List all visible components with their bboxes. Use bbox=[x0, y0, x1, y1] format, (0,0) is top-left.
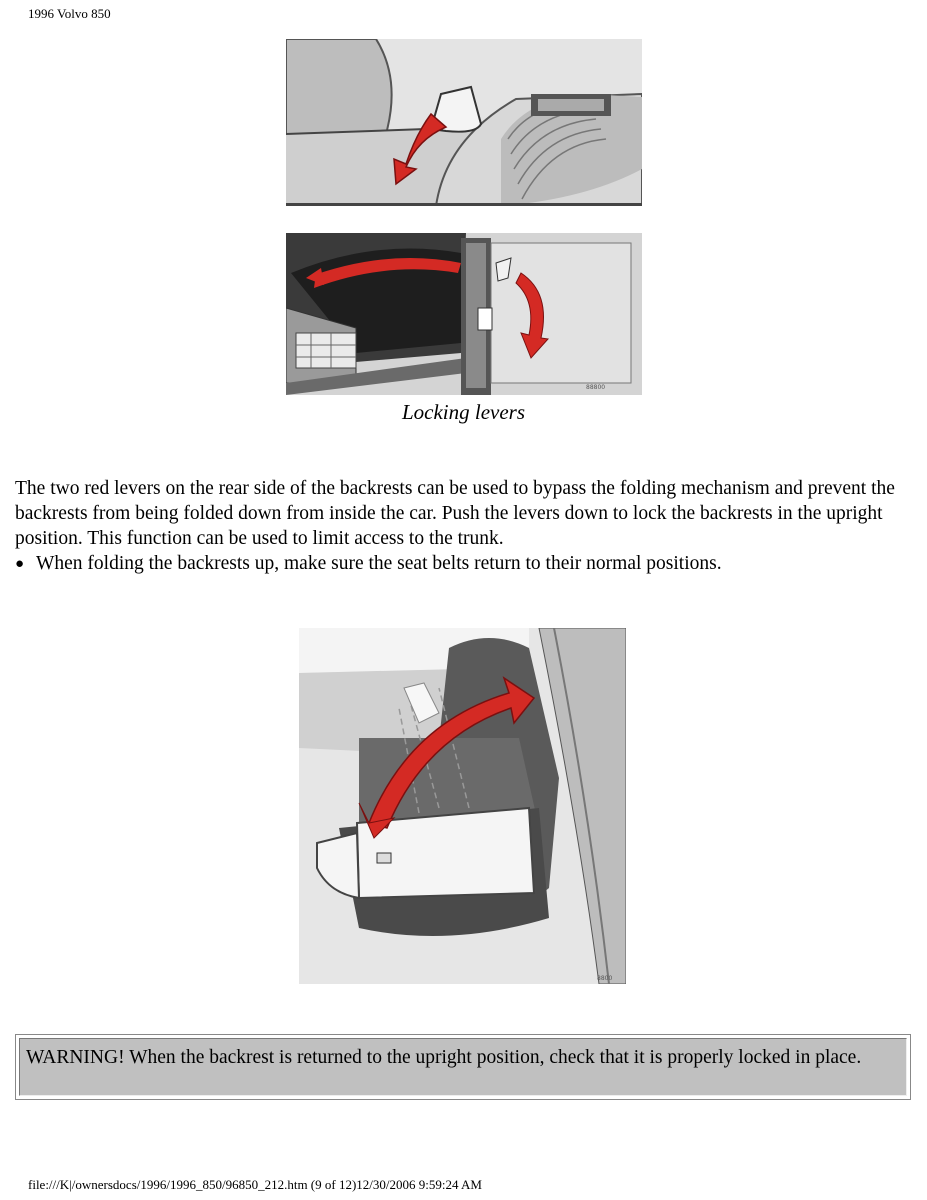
page-header-title: 1996 Volvo 850 bbox=[28, 6, 111, 21]
figure-caption: Locking levers bbox=[401, 400, 526, 424]
bullet-text: When folding the backrests up, make sure the seat belts return to their normal positions. bbox=[36, 553, 722, 574]
page-footer-path: file:///K|/ownersdocs/1996/1996_850/96850_212.htm (9 of 12)12/30/2006 9:59:24 AM bbox=[28, 1177, 482, 1192]
warning-text: WARNING! When the backrest is returned to the upright position, check that it is properly locked in place. bbox=[19, 1038, 907, 1096]
svg-text:8800: 8800 bbox=[597, 975, 613, 982]
bullet-marker: ● bbox=[15, 556, 25, 572]
locking-lever-seat-image bbox=[286, 39, 642, 206]
warning-box bbox=[15, 1034, 911, 1100]
svg-text:88800: 88800 bbox=[586, 384, 606, 391]
trunk-lever-image bbox=[286, 233, 642, 395]
body-paragraph: The two red levers on the rear side of the backrests can be used to bypass the folding mechanism and prevent the backrests from being folded down from inside the car. Push the levers down to lock the backrests in the upright position. This function can be used to limit access to the trunk. bbox=[15, 478, 895, 549]
backrest-folding-image bbox=[299, 628, 626, 984]
bullet-item bbox=[15, 551, 915, 577]
